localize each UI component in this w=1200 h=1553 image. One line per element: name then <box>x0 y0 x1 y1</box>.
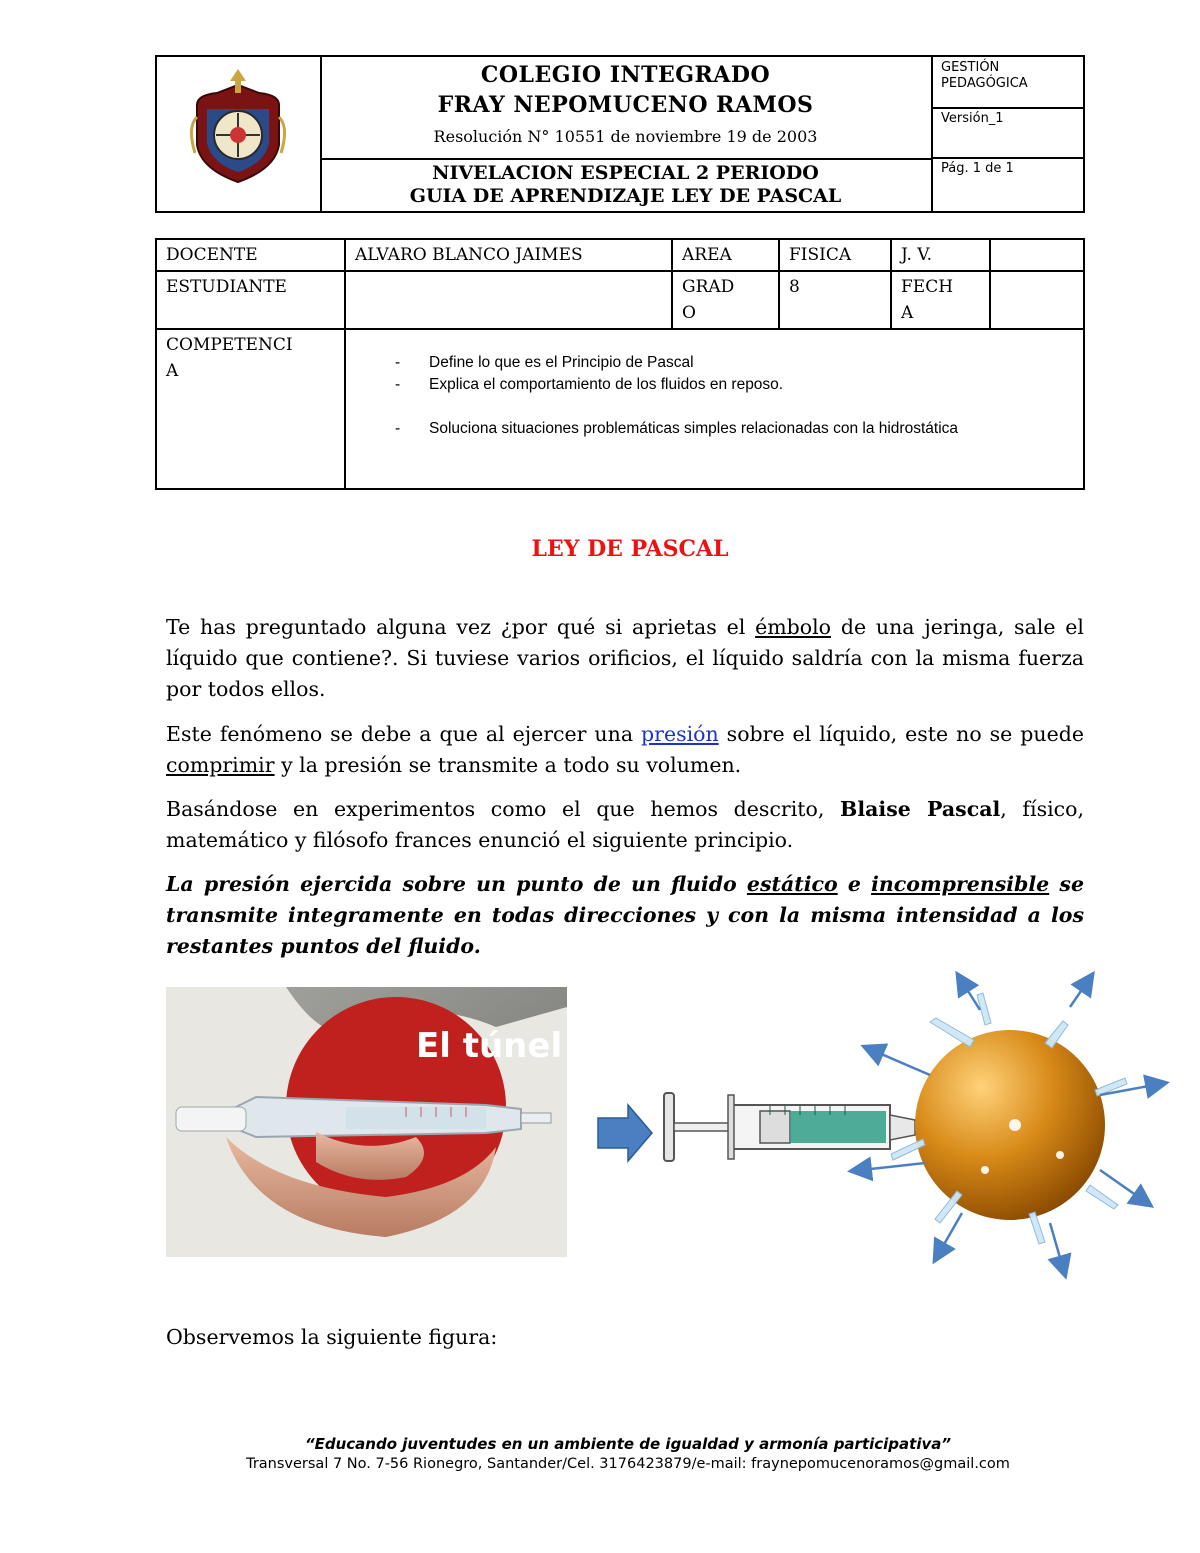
photo-text: El túnel <box>416 1026 563 1066</box>
paragraph-5: Observemos la siguiente figura: <box>166 1325 498 1349</box>
grado-label: GRAD O <box>672 271 779 329</box>
subtitle-line-1: NIVELACION ESPECIAL 2 PERIODO <box>432 162 819 184</box>
page-footer <box>0 1434 1200 1474</box>
school-name: COLEGIO INTEGRADO <box>480 62 771 88</box>
info-table <box>155 238 1085 490</box>
jv-value[interactable] <box>990 239 1084 271</box>
estudiante-label: ESTUDIANTE <box>156 271 345 329</box>
force-arrow-icon <box>852 1163 925 1171</box>
competencia-label: COMPETENCI A <box>156 329 345 489</box>
paragraph-1: Te has preguntado alguna vez ¿por qué si aprietas el émbolo de una jeringa, sale el líquido que contiene?. Si tuviese varios orificios, el líquido saldría con la misma fuerza por todos ellos. <box>166 615 1084 701</box>
list-item: - Define lo que es el Principio de Pascal <box>395 352 1074 374</box>
force-arrow-icon <box>958 975 980 1010</box>
push-arrow-icon <box>598 1105 652 1161</box>
guide-subtitle <box>320 160 931 208</box>
school-name-2: FRAY NEPOMUCENO RAMOS <box>437 92 814 118</box>
force-arrow-icon <box>865 1047 930 1075</box>
header-title-cell <box>320 57 933 211</box>
pascal-syringe-diagram <box>590 965 1180 1285</box>
estudiante-value[interactable] <box>345 271 672 329</box>
paragraph-2: Este fenómeno se debe a que al ejercer una presión sobre el líquido, este no se puede comprimir y la presión se transmite a todo su volumen. <box>166 722 1084 777</box>
competencia-list <box>395 352 1074 440</box>
pascal-principle: La presión ejercida sobre un punto de un fluido estático e incomprensible se transmite integramente en todas direcciones y con la misma intensidad a los restantes puntos del fluido. <box>166 872 1084 958</box>
competencia-list-cell <box>345 329 1084 489</box>
presion-link[interactable]: presión <box>641 722 719 746</box>
page-title: LEY DE PASCAL <box>531 536 729 562</box>
docente-value: ALVARO BLANCO JAIMES <box>345 239 672 271</box>
force-arrow-icon <box>1070 975 1092 1007</box>
area-value: FISICA <box>779 239 891 271</box>
docente-label: DOCENTE <box>156 239 345 271</box>
gestion-label: GESTIÓN PEDAGÓGICA <box>933 57 1083 109</box>
contact-info: Transversal 7 No. 7-56 Rionegro, Santander/Cel. 3176423879/e-mail: fraynepomucenoramos@gmail.com <box>246 1456 1010 1472</box>
plunger-handle <box>664 1093 674 1161</box>
school-crest-logo <box>157 57 320 211</box>
paragraph-3: Basándose en experimentos como el que hemos descrito, Blaise Pascal, físico, matemático y filósofo frances enunció el siguiente principio. <box>166 797 1084 852</box>
area-label: AREA <box>672 239 779 271</box>
grado-value: 8 <box>779 271 891 329</box>
logo-cell <box>157 57 322 211</box>
blaise-pascal: Blaise Pascal <box>840 797 1001 821</box>
page-label: Pág. 1 de 1 <box>941 161 1014 176</box>
jv-label: J. V. <box>891 239 990 271</box>
subtitle-line-2: GUIA DE APRENDIZAJE LEY DE PASCAL <box>409 185 842 207</box>
header-meta-cell <box>933 57 1083 211</box>
header-table <box>155 55 1085 213</box>
syringe-photo <box>166 987 567 1257</box>
list-item: - Explica el comportamiento de los fluidos en reposo. <box>395 374 1074 396</box>
embolo-link[interactable]: émbolo <box>755 615 832 639</box>
comprimir-link[interactable]: comprimir <box>166 753 275 777</box>
school-motto: “Educando juventudes en un ambiente de igualdad y armonía participativa” <box>304 1435 952 1453</box>
fecha-value[interactable] <box>990 271 1084 329</box>
force-arrow-icon <box>1050 1223 1065 1275</box>
version-label: Versión_1 <box>933 109 1083 159</box>
fluid <box>790 1111 886 1143</box>
resolution: Resolución N° 10551 de noviembre 19 de 2003 <box>433 127 818 146</box>
fecha-label: FECH A <box>891 271 990 329</box>
list-item: - Soluciona situaciones problemáticas simples relacionadas con la hidrostática <box>395 418 1074 440</box>
